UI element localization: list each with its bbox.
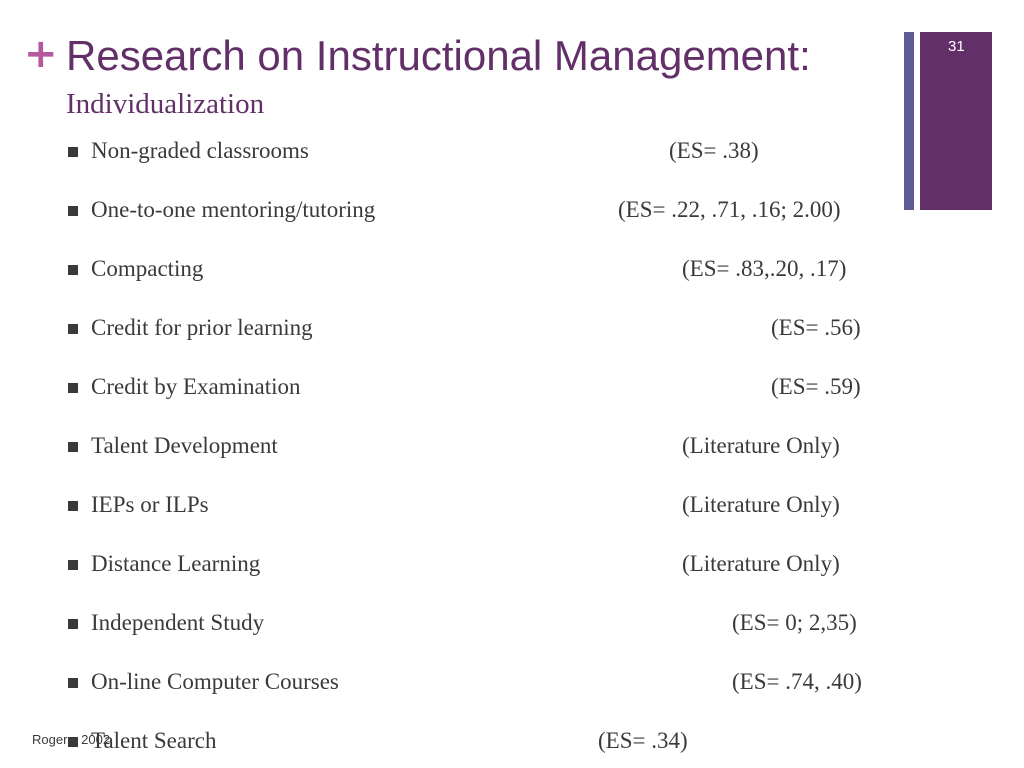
square-bullet-icon [68,265,78,275]
square-bullet-icon [68,619,78,629]
item-effect-size: (ES= .74, .40) [732,669,862,694]
item-effect-size: (ES= 0; 2,35) [732,610,857,635]
square-bullet-icon [68,206,78,216]
item-label: Independent Study [91,610,265,635]
item-effect-size: (Literature Only) [682,433,840,458]
accent-bar-thin [904,32,914,210]
item-effect-size: (ES= .34) [598,728,688,753]
item-label: Talent Development [91,433,278,458]
list-item [66,254,906,284]
item-effect-size: (ES= .83,.20, .17) [682,256,847,281]
square-bullet-icon [68,383,78,393]
item-label: Talent Search [91,728,217,753]
item-effect-size: (ES= .38) [669,138,759,163]
item-effect-size: (ES= .59) [771,374,861,399]
list-item [66,372,906,402]
item-label: Non-graded classrooms [91,138,309,163]
square-bullet-icon [68,147,78,157]
list-item [66,136,906,166]
item-effect-size: (Literature Only) [682,551,840,576]
accent-bar-wide [920,32,992,210]
list-item [66,490,906,520]
slide-number: 31 [948,38,965,55]
item-label: Distance Learning [91,551,261,576]
list-item [66,431,906,461]
slide-subtitle: Individualization [66,88,265,120]
item-effect-size: (Literature Only) [682,492,840,517]
plus-icon: + [24,31,58,77]
item-label: Credit for prior learning [91,315,313,340]
square-bullet-icon [68,560,78,570]
list-item [66,549,906,579]
square-bullet-icon [68,678,78,688]
item-label: On-line Computer Courses [91,669,339,694]
list-item [66,313,906,343]
slide-title: Research on Instructional Management: [66,32,811,79]
item-label: IEPs or ILPs [91,492,209,517]
item-label: Compacting [91,256,204,281]
square-bullet-icon [68,442,78,452]
item-effect-size: (ES= .56) [771,315,861,340]
item-label: One-to-one mentoring/tutoring [91,197,376,222]
item-label: Credit by Examination [91,374,301,399]
square-bullet-icon [68,324,78,334]
list-item [66,667,906,697]
footer-citation: Rogers, 2002 [32,732,111,747]
list-item [66,608,906,638]
list-item [66,726,906,756]
square-bullet-icon [68,501,78,511]
item-effect-size: (ES= .22, .71, .16; 2.00) [618,197,841,222]
list-item [66,195,906,225]
